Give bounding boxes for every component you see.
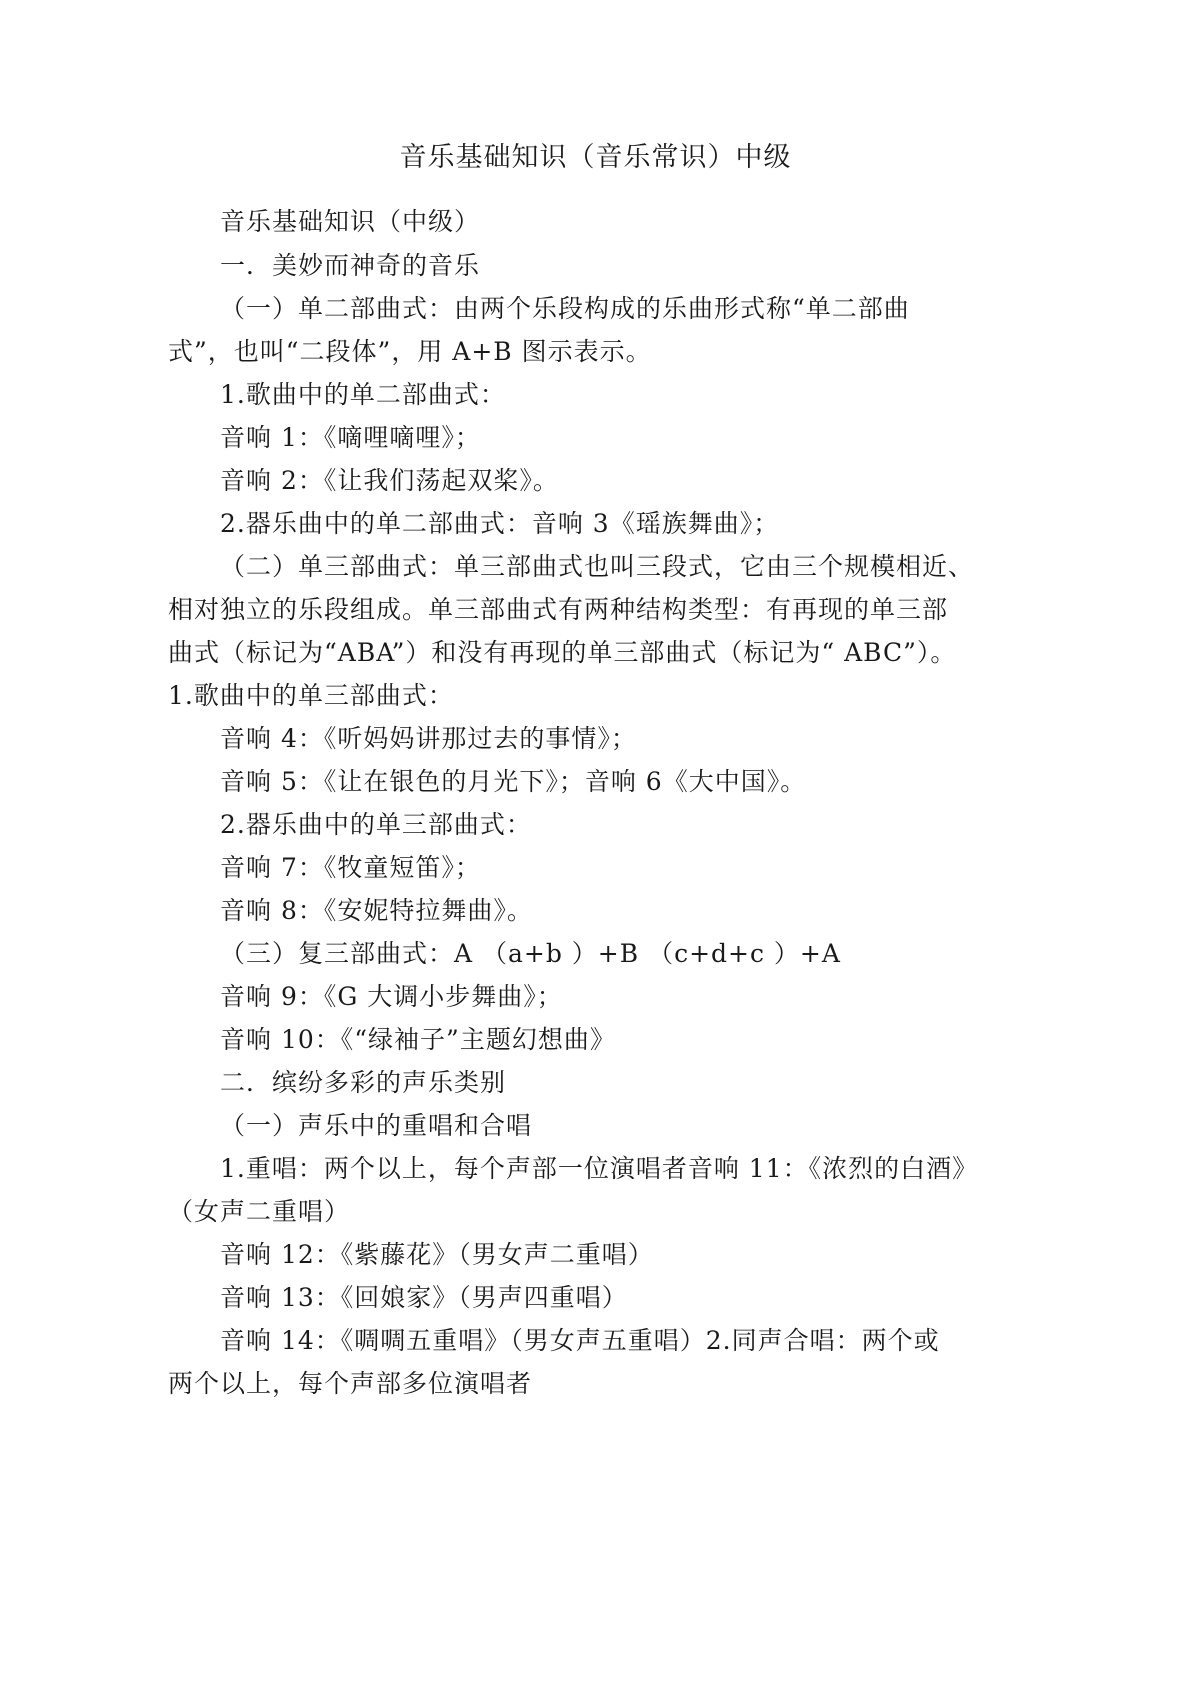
text-line: （一）单二部曲式：由两个乐段构成的乐曲形式称“单二部曲 <box>220 294 910 323</box>
text-line: 音响 9：《G 大调小步舞曲》； <box>220 982 563 1011</box>
text-line: 音响 5：《让在银色的月光下》；音响 6《大中国》。 <box>220 767 807 796</box>
text-line: 音响 2：《让我们荡起双桨》。 <box>220 466 559 495</box>
text-line: 两个以上，每个声部多位演唱者 <box>168 1369 533 1398</box>
text-line: 音响 1：《嘀哩嘀哩》； <box>220 423 481 452</box>
text-line: 式”，也叫“二段体”，用 A+B 图示表示。 <box>168 337 652 366</box>
text-line: 二．缤纷多彩的声乐类别 <box>220 1068 507 1097</box>
text-line: 音乐基础知识（中级） <box>220 207 481 236</box>
text-line: 1.歌曲中的单二部曲式： <box>220 380 506 409</box>
text-line: 音响 7：《牧童短笛》； <box>220 853 481 882</box>
text-line: 音响 12：《紫藤花》（男女声二重唱） <box>220 1240 654 1269</box>
text-line: 音响 10：《“绿袖子”主题幻想曲》 <box>220 1025 616 1054</box>
text-line: 一．美妙而神奇的音乐 <box>220 251 481 280</box>
text-line: （三）复三部曲式：A （a+b ）+B （c+d+c ）+A <box>220 939 841 968</box>
text-line: 2.器乐曲中的单三部曲式： <box>220 810 532 839</box>
text-line: 音响 4：《听妈妈讲那过去的事情》； <box>220 724 637 753</box>
text-line: 音响 13：《回娘家》（男声四重唱） <box>220 1283 628 1312</box>
text-line: （一）声乐中的重唱和合唱 <box>220 1111 533 1140</box>
text-line: 曲式（标记为“ABA”）和没有再现的单三部曲式（标记为“ ABC”）。 <box>168 638 957 667</box>
document-title: 音乐基础知识（音乐常识）中级 <box>399 142 792 173</box>
text-line: 相对独立的乐段组成。单三部曲式有两种结构类型：有再现的单三部 <box>168 595 949 624</box>
text-line: （女声二重唱） <box>168 1197 351 1226</box>
text-line: 音响 14：《啁啁五重唱》（男女声五重唱）2.同声合唱：两个或 <box>220 1326 940 1355</box>
text-line: 1.重唱：两个以上，每个声部一位演唱者音响 11：《浓烈的白酒》 <box>220 1154 979 1183</box>
text-line: 音响 8：《安妮特拉舞曲》。 <box>220 896 533 925</box>
text-line: （二）单三部曲式：单三部曲式也叫三段式，它由三个规模相近、 <box>220 552 975 581</box>
text-line: 2.器乐曲中的单二部曲式：音响 3《瑶族舞曲》； <box>220 509 780 538</box>
text-line: 1.歌曲中的单三部曲式： <box>168 681 454 710</box>
